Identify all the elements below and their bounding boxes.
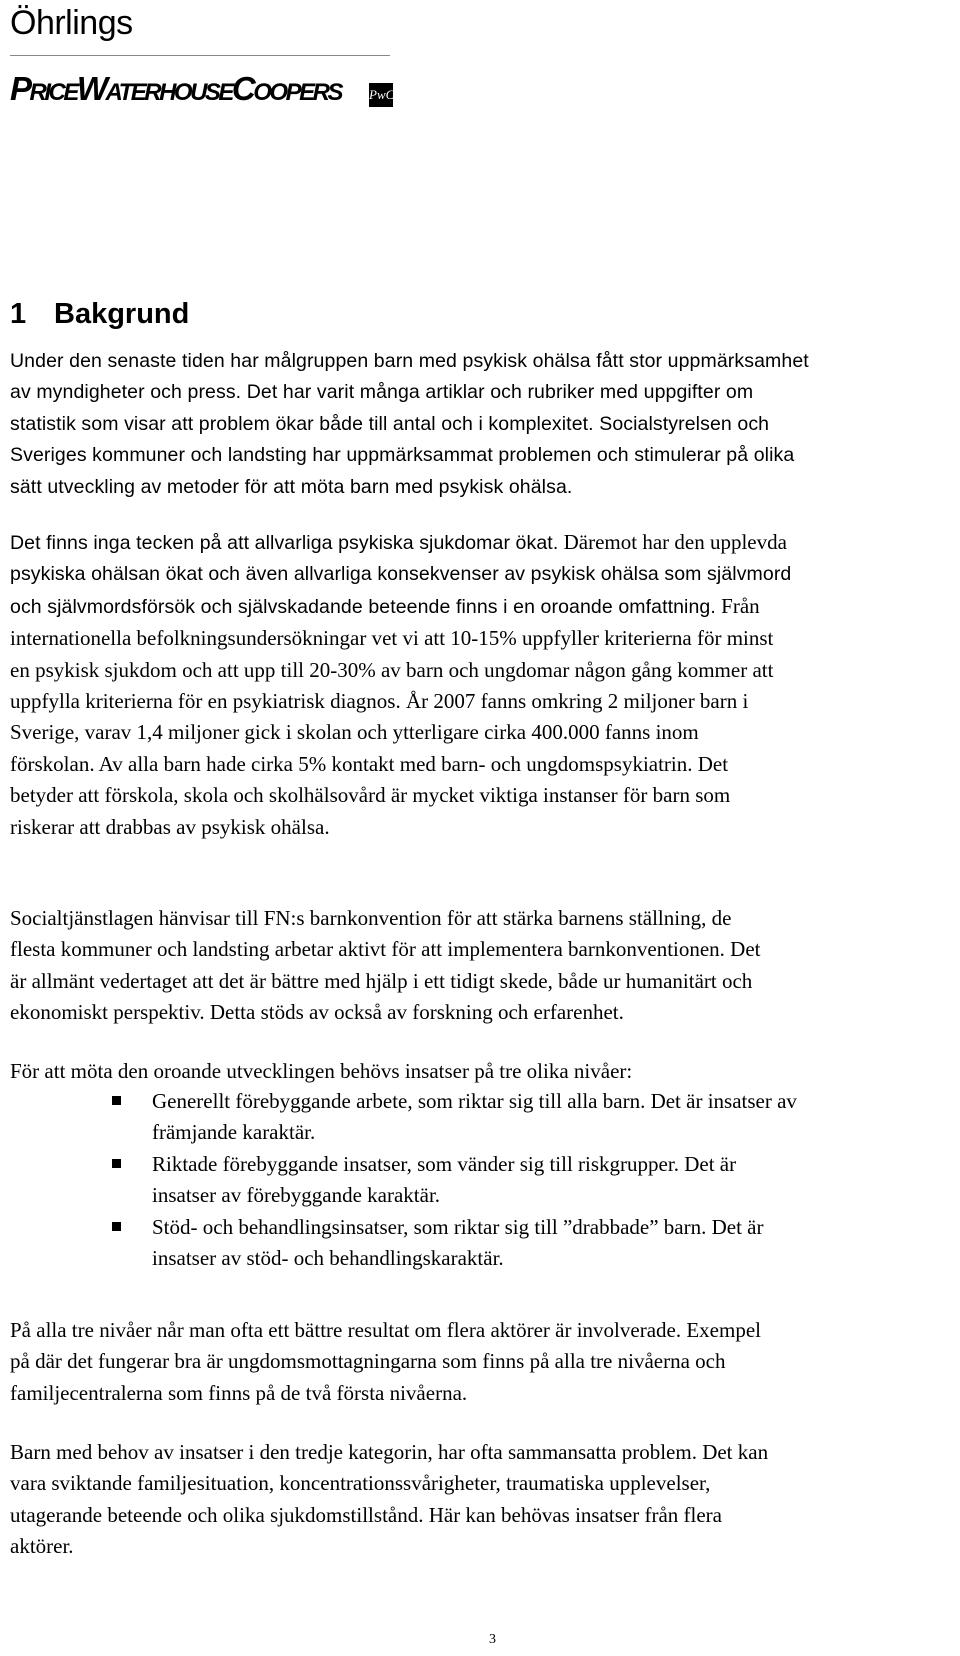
text-line: internationella befolkningsundersökningar vet vi att 10-15% uppfyller kriterierna för minst (10, 626, 774, 651)
text-line: sätt utveckling av metoder för att möta barn med psykisk ohälsa. (10, 475, 573, 498)
logo-part: W (76, 70, 106, 107)
bullet-list (110, 1086, 797, 1274)
pricewaterhousecoopers-logo (10, 70, 341, 108)
bullet-square-icon (112, 1159, 121, 1168)
paragraph-5 (10, 1315, 960, 1409)
list-item (110, 1149, 797, 1212)
text-line: insatser av förebyggande karaktär. (152, 1183, 441, 1208)
text-segment: Från (721, 593, 760, 618)
paragraph-1 (10, 346, 960, 503)
text-line: Sverige, varav 1,4 miljoner gick i skolan och ytterligare cirka 400.000 fanns inom (10, 720, 699, 745)
text-line: vara sviktande familjesituation, koncentrationssvårigheter, traumatiska upplevelser, (10, 1471, 711, 1496)
text-line: förskolan. Av alla barn hade cirka 5% kontakt med barn- och ungdomspsykiatrin. Det (10, 751, 729, 776)
text-line: För att möta den oroande utvecklingen behövs insatser på tre olika nivåer: (10, 1059, 633, 1083)
text-segment: Däremot har den upplevda (563, 530, 787, 554)
text-line: Riktade förebyggande insatser, som vänder sig till riskgrupper. Det är (152, 1151, 737, 1176)
text-line: Generellt förebyggande arbete, som riktar sig till alla barn. Det är insatser av (152, 1089, 797, 1113)
text-line: Under den senaste tiden har målgruppen barn med psykisk ohälsa fått stor uppmärksamhet (10, 350, 809, 372)
text-line: betyder att förskola, skola och skolhälsovård är mycket viktiga instanser för barn som (10, 783, 731, 808)
logo-part: P (10, 70, 30, 107)
bullet-square-icon (112, 1222, 121, 1231)
text-line: riskerar att drabbas av psykisk ohälsa. (10, 814, 330, 839)
logo-part: OOPERS (253, 79, 341, 106)
text-line: På alla tre nivåer når man ofta ett bättre resultat om flera aktörer är involverade. Exempel (10, 1318, 761, 1342)
text-line: familjecentralerna som finns på de två första nivåerna. (10, 1380, 468, 1405)
text-line: insatser av stöd- och behandlingskaraktär. (152, 1246, 504, 1271)
text-line: är allmänt vedertaget att det är bättre med hjälp i ett tidigt skede, både ur humanitärt och (10, 968, 753, 993)
logo-seal-icon: PwC (369, 83, 393, 107)
section-heading (10, 298, 189, 331)
text-line: Socialtjänstlagen hänvisar till FN:s barnkonvention för att stärka barnens ställning, de (10, 906, 732, 930)
text-line: ekonomiskt perspektiv. Detta stöds av också av forskning och erfarenhet. (10, 1000, 624, 1025)
text-line: psykiska ohälsan ökat och även allvarliga konsekvenser av psykisk ohälsa som självmord (10, 563, 792, 586)
text-line: utagerande beteende och olika sjukdomstillstånd. Här kan behövas insatser från flera (10, 1502, 723, 1527)
paragraph-3 (10, 903, 960, 1029)
text-line: på där det fungerar bra är ungdomsmottagningarna som finns på alla tre nivåerna och (10, 1349, 726, 1374)
text-line: en psykisk sjukdom och att upp till 20-30% av barn och ungdomar någon gång kommer att (10, 657, 774, 682)
section-number: 1 (10, 298, 27, 330)
list-item (110, 1086, 797, 1149)
text-line: Sveriges kommuner och landsting har uppmärksammat problemen och stimulerar på olika (10, 444, 795, 467)
paragraph-2 (10, 527, 960, 843)
text-segment: och självmordsförsök och självskadande beteende finns i en oroande omfattning. (10, 595, 716, 618)
text-line: Barn med behov av insatser i den tredje kategorin, har ofta sammansatta problem. Det kan (10, 1440, 769, 1464)
text-line: aktörer. (10, 1534, 74, 1559)
text-line: främjande karaktär. (152, 1120, 316, 1145)
text-line: Stöd- och behandlingsinsatser, som riktar sig till ”drabbade” barn. Det är (152, 1214, 764, 1239)
bullet-square-icon (112, 1096, 121, 1105)
text-line (10, 409, 960, 440)
text-line: uppfylla kriterierna för en psykiatrisk diagnos. År 2007 fanns omkring 2 miljoner barn i (10, 689, 749, 714)
logo-part: ATERHOUSE (105, 79, 232, 106)
text-line: flesta kommuner och landsting arbetar aktivt för att implementera barnkonventionen. Det (10, 937, 761, 962)
logo-part: C (231, 70, 254, 107)
section-title: Bakgrund (54, 298, 190, 330)
text-segment: Socialstyrelsen och (599, 412, 770, 435)
ohrlings-logo-text: Öhrlings (10, 4, 133, 42)
logo-divider (10, 55, 390, 56)
list-item (110, 1212, 797, 1275)
text-segment: statistik som visar att problem ökar både till antal och i komplexitet. (10, 412, 594, 435)
paragraph-4-intro (10, 1056, 960, 1087)
text-line (10, 527, 960, 559)
logo-part: RICE (29, 79, 77, 106)
page-number: 3 (489, 1632, 496, 1647)
text-segment: Det finns inga tecken på att allvarliga psykiska sjukdomar ökat. (10, 532, 559, 554)
text-line: av myndigheter och press. Det har varit många artiklar och rubriker med uppgifter om (10, 381, 754, 404)
paragraph-6 (10, 1437, 960, 1563)
text-line (10, 591, 960, 623)
